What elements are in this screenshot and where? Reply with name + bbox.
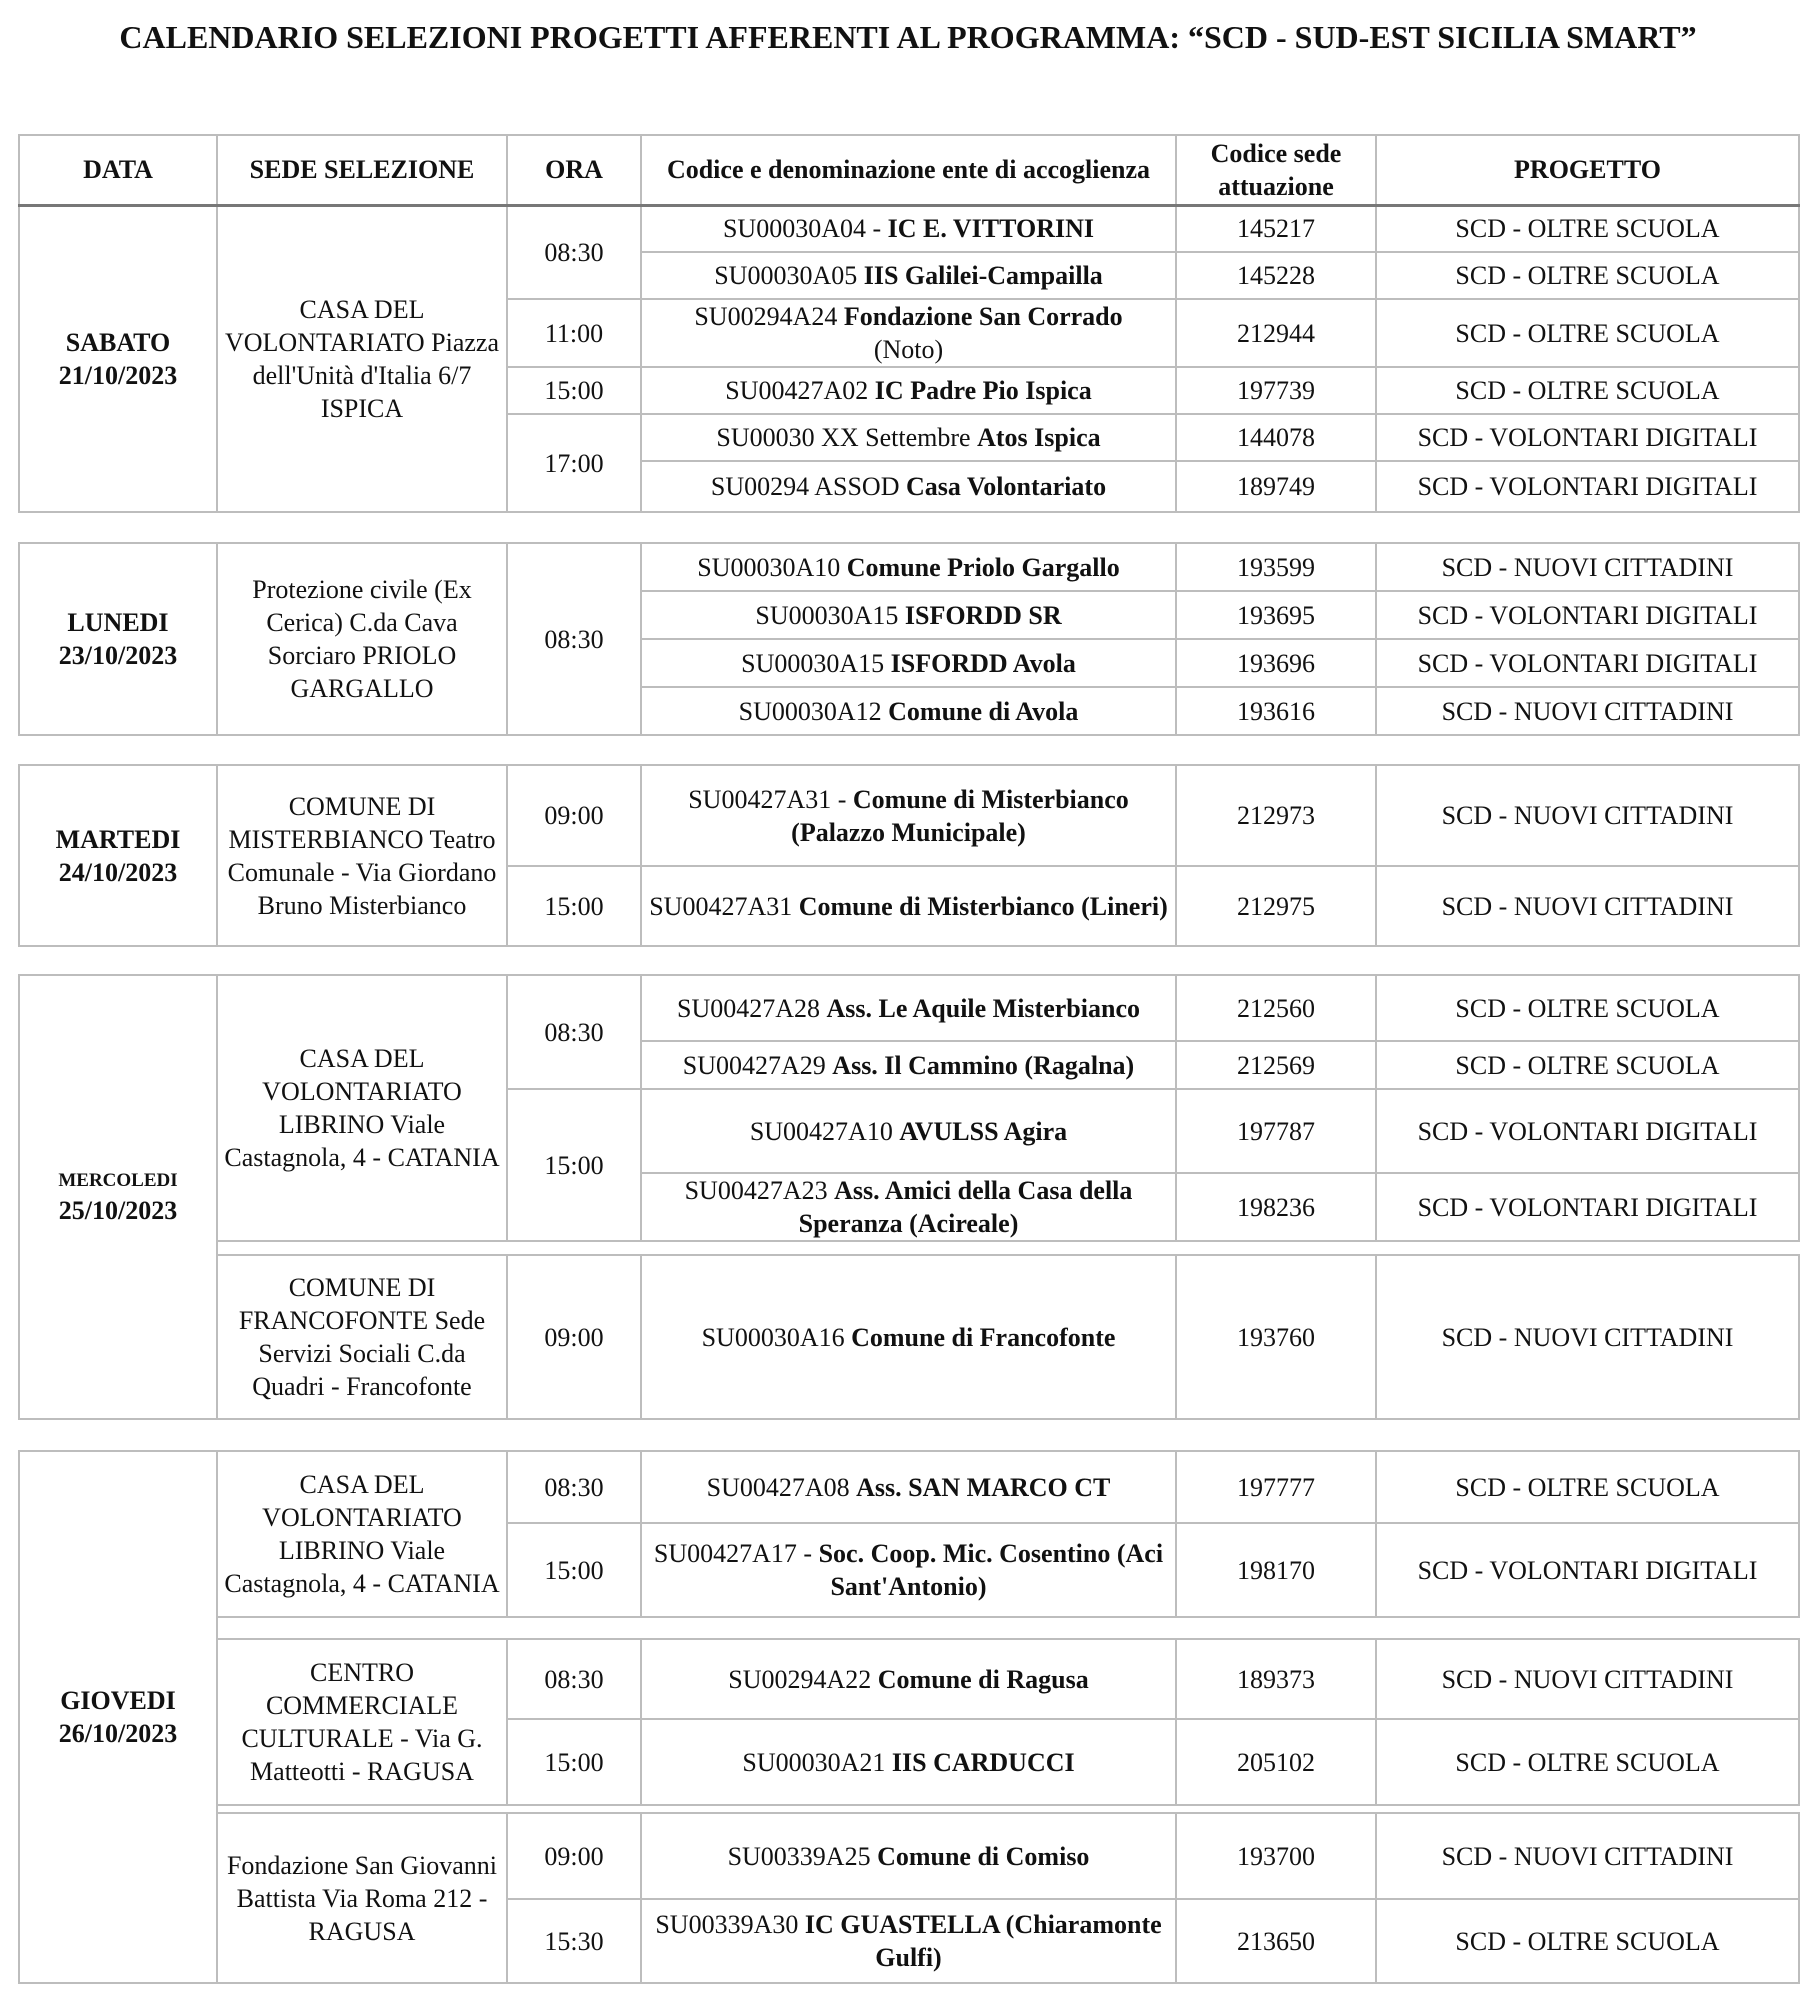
ente-cell: SU00030A05 IIS Galilei-Campailla	[641, 252, 1176, 299]
table-row	[19, 205, 1799, 252]
spacer-cell	[217, 1805, 1799, 1813]
time-cell: 15:00	[507, 1523, 641, 1617]
codice-cell: 212973	[1176, 765, 1376, 866]
day-label: SABATO	[65, 327, 171, 357]
header-sede: SEDE SELEZIONE	[217, 135, 507, 205]
date-label: 24/10/2023	[58, 857, 178, 887]
spacer-row	[19, 1241, 1799, 1255]
codice-cell: 193696	[1176, 639, 1376, 687]
codice-cell: 198170	[1176, 1523, 1376, 1617]
date-label: 25/10/2023	[58, 1195, 178, 1225]
header-codice: Codice sede attuazione	[1176, 135, 1376, 205]
spacer-row	[19, 1805, 1799, 1813]
progetto-cell: SCD - NUOVI CITTADINI	[1376, 866, 1799, 946]
time-cell: 15:30	[507, 1899, 641, 1983]
codice-cell: 144078	[1176, 414, 1376, 461]
day-label: LUNEDI	[67, 608, 169, 637]
progetto-cell: SCD - NUOVI CITTADINI	[1376, 543, 1799, 591]
codice-cell: 212569	[1176, 1041, 1376, 1089]
spacer-cell	[217, 1617, 1799, 1639]
progetto-cell: SCD - OLTRE SCUOLA	[1376, 299, 1799, 367]
sede-cell: Protezione civile (Ex Cerica) C.da Cava Sorciaro PRIOLO GARGALLO	[217, 543, 507, 735]
ente-cell: SU00339A30 IC GUASTELLA (Chiaramonte Gulfi)	[641, 1899, 1176, 1983]
ente-cell: SU00030A21 IIS CARDUCCI	[641, 1719, 1176, 1805]
codice-cell: 197787	[1176, 1089, 1376, 1173]
progetto-cell: SCD - NUOVI CITTADINI	[1376, 1813, 1799, 1899]
codice-cell: 212975	[1176, 866, 1376, 946]
sede-cell: COMUNE DI FRANCOFONTE Sede Servizi Sociali C.da Quadri - Francofonte	[217, 1255, 507, 1419]
codice-cell: 212944	[1176, 299, 1376, 367]
progetto-cell: SCD - OLTRE SCUOLA	[1376, 367, 1799, 414]
date-label: 21/10/2023	[58, 360, 178, 390]
ente-cell: SU00427A17 - Soc. Coop. Mic. Cosentino (Aci Sant'Antonio)	[641, 1523, 1176, 1617]
time-cell: 15:00	[507, 866, 641, 946]
ente-cell: SU00427A31 Comune di Misterbianco (Lineri)	[641, 866, 1176, 946]
time-cell: 08:30	[507, 975, 641, 1089]
codice-cell: 193700	[1176, 1813, 1376, 1899]
ente-cell: SU00030A12 Comune di Avola	[641, 687, 1176, 735]
progetto-cell: SCD - OLTRE SCUOLA	[1376, 1041, 1799, 1089]
time-cell: 08:30	[507, 1451, 641, 1523]
date-label: 23/10/2023	[58, 641, 178, 670]
ente-cell: SU00427A23 Ass. Amici della Casa della Speranza (Acireale)	[641, 1173, 1176, 1241]
progetto-cell: SCD - OLTRE SCUOLA	[1376, 975, 1799, 1041]
time-cell: 15:00	[507, 1089, 641, 1241]
codice-cell: 193616	[1176, 687, 1376, 735]
codice-cell: 145217	[1176, 205, 1376, 252]
codice-cell: 205102	[1176, 1719, 1376, 1805]
ente-cell: SU00030A04 - IC E. VITTORINI	[641, 205, 1176, 252]
progetto-cell: SCD - OLTRE SCUOLA	[1376, 1719, 1799, 1805]
table-row	[19, 1813, 1799, 1899]
date-cell	[19, 1451, 217, 1983]
day-label: GIOVEDI	[60, 1686, 176, 1715]
progetto-cell: SCD - VOLONTARI DIGITALI	[1376, 414, 1799, 461]
codice-cell: 189749	[1176, 461, 1376, 512]
codice-cell: 193695	[1176, 591, 1376, 639]
codice-cell: 198236	[1176, 1173, 1376, 1241]
ente-cell: SU00030A10 Comune Priolo Gargallo	[641, 543, 1176, 591]
ente-cell: SU00030 XX Settembre Atos Ispica	[641, 414, 1176, 461]
time-cell: 09:00	[507, 1813, 641, 1899]
progetto-cell: SCD - OLTRE SCUOLA	[1376, 1899, 1799, 1983]
progetto-cell: SCD - OLTRE SCUOLA	[1376, 252, 1799, 299]
day-label: MARTEDI	[55, 824, 181, 854]
codice-cell: 193599	[1176, 543, 1376, 591]
codice-cell: 213650	[1176, 1899, 1376, 1983]
progetto-cell: SCD - VOLONTARI DIGITALI	[1376, 1173, 1799, 1241]
time-cell: 11:00	[507, 299, 641, 367]
date-cell	[19, 543, 217, 735]
ente-cell: SU00294 ASSOD Casa Volontariato	[641, 461, 1176, 512]
codice-cell: 197739	[1176, 367, 1376, 414]
table-row	[19, 1639, 1799, 1719]
ente-cell: SU00427A08 Ass. SAN MARCO CT	[641, 1451, 1176, 1523]
date-cell	[19, 765, 217, 946]
progetto-cell: SCD - NUOVI CITTADINI	[1376, 1639, 1799, 1719]
ente-cell: SU00030A16 Comune di Francofonte	[641, 1255, 1176, 1419]
sede-cell: CENTRO COMMERCIALE CULTURALE - Via G. Matteotti - RAGUSA	[217, 1639, 507, 1805]
ente-cell: SU00294A22 Comune di Ragusa	[641, 1639, 1176, 1719]
schedule-block-sabato	[18, 134, 1800, 513]
sede-cell: COMUNE DI MISTERBIANCO Teatro Comunale - Via Giordano Bruno Misterbianco	[217, 765, 507, 946]
progetto-cell: SCD - NUOVI CITTADINI	[1376, 765, 1799, 866]
spacer-cell	[217, 1241, 1799, 1255]
codice-cell: 193760	[1176, 1255, 1376, 1419]
progetto-cell: SCD - VOLONTARI DIGITALI	[1376, 1523, 1799, 1617]
time-cell: 09:00	[507, 765, 641, 866]
table-row	[19, 1451, 1799, 1523]
codice-cell: 212560	[1176, 975, 1376, 1041]
sede-cell: Fondazione San Giovanni Battista Via Roma 212 - RAGUSA	[217, 1813, 507, 1983]
table-row	[19, 765, 1799, 866]
time-cell: 08:30	[507, 1639, 641, 1719]
date-cell	[19, 975, 217, 1419]
sede-cell: CASA DEL VOLONTARIATO LIBRINO Viale Castagnola, 4 - CATANIA	[217, 1451, 507, 1617]
schedule-block-giovedi	[18, 1450, 1800, 1984]
codice-cell: 189373	[1176, 1639, 1376, 1719]
ente-cell: SU00294A24 Fondazione San Corrado (Noto)	[641, 299, 1176, 367]
date-cell	[19, 205, 217, 512]
header-ora: ORA	[507, 135, 641, 205]
ente-cell: SU00427A02 IC Padre Pio Ispica	[641, 367, 1176, 414]
time-cell: 08:30	[507, 205, 641, 299]
table-row	[19, 543, 1799, 591]
time-cell: 15:00	[507, 1719, 641, 1805]
spacer-row	[19, 1617, 1799, 1639]
header-data: DATA	[19, 135, 217, 205]
time-cell: 15:00	[507, 367, 641, 414]
schedule-block-martedi	[18, 764, 1800, 947]
ente-cell: SU00030A15 ISFORDD SR	[641, 591, 1176, 639]
ente-cell: SU00030A15 ISFORDD Avola	[641, 639, 1176, 687]
ente-cell: SU00427A31 - Comune di Misterbianco (Palazzo Municipale)	[641, 765, 1176, 866]
ente-cell: SU00427A29 Ass. Il Cammino (Ragalna)	[641, 1041, 1176, 1089]
ente-cell: SU00339A25 Comune di Comiso	[641, 1813, 1176, 1899]
progetto-cell: SCD - OLTRE SCUOLA	[1376, 205, 1799, 252]
page-title: CALENDARIO SELEZIONI PROGETTI AFFERENTI AL PROGRAMMA: “SCD - SUD-EST SICILIA SMART”	[119, 19, 1697, 55]
schedule-block-mercoledi	[18, 974, 1800, 1420]
codice-cell: 197777	[1176, 1451, 1376, 1523]
time-cell: 09:00	[507, 1255, 641, 1419]
table-row	[19, 975, 1799, 1041]
progetto-cell: SCD - VOLONTARI DIGITALI	[1376, 461, 1799, 512]
day-label: MERCOLEDI	[58, 1169, 178, 1191]
ente-cell: SU00427A28 Ass. Le Aquile Misterbianco	[641, 975, 1176, 1041]
progetto-cell: SCD - OLTRE SCUOLA	[1376, 1451, 1799, 1523]
ente-cell: SU00427A10 AVULSS Agira	[641, 1089, 1176, 1173]
progetto-cell: SCD - VOLONTARI DIGITALI	[1376, 639, 1799, 687]
time-cell: 08:30	[507, 543, 641, 735]
schedule-block-lunedi	[18, 542, 1800, 736]
progetto-cell: SCD - NUOVI CITTADINI	[1376, 687, 1799, 735]
time-cell: 17:00	[507, 414, 641, 512]
sede-cell: CASA DEL VOLONTARIATO LIBRINO Viale Castagnola, 4 - CATANIA	[217, 975, 507, 1241]
table-row	[19, 1255, 1799, 1419]
date-label: 26/10/2023	[58, 1719, 178, 1748]
progetto-cell: SCD - NUOVI CITTADINI	[1376, 1255, 1799, 1419]
progetto-cell: SCD - VOLONTARI DIGITALI	[1376, 591, 1799, 639]
header-ente: Codice e denominazione ente di accoglienza	[641, 135, 1176, 205]
header-progetto: PROGETTO	[1376, 135, 1799, 205]
table-header-row	[19, 135, 1799, 205]
codice-cell: 145228	[1176, 252, 1376, 299]
sede-cell: CASA DEL VOLONTARIATO Piazza dell'Unità d'Italia 6/7 ISPICA	[217, 205, 507, 512]
progetto-cell: SCD - VOLONTARI DIGITALI	[1376, 1089, 1799, 1173]
